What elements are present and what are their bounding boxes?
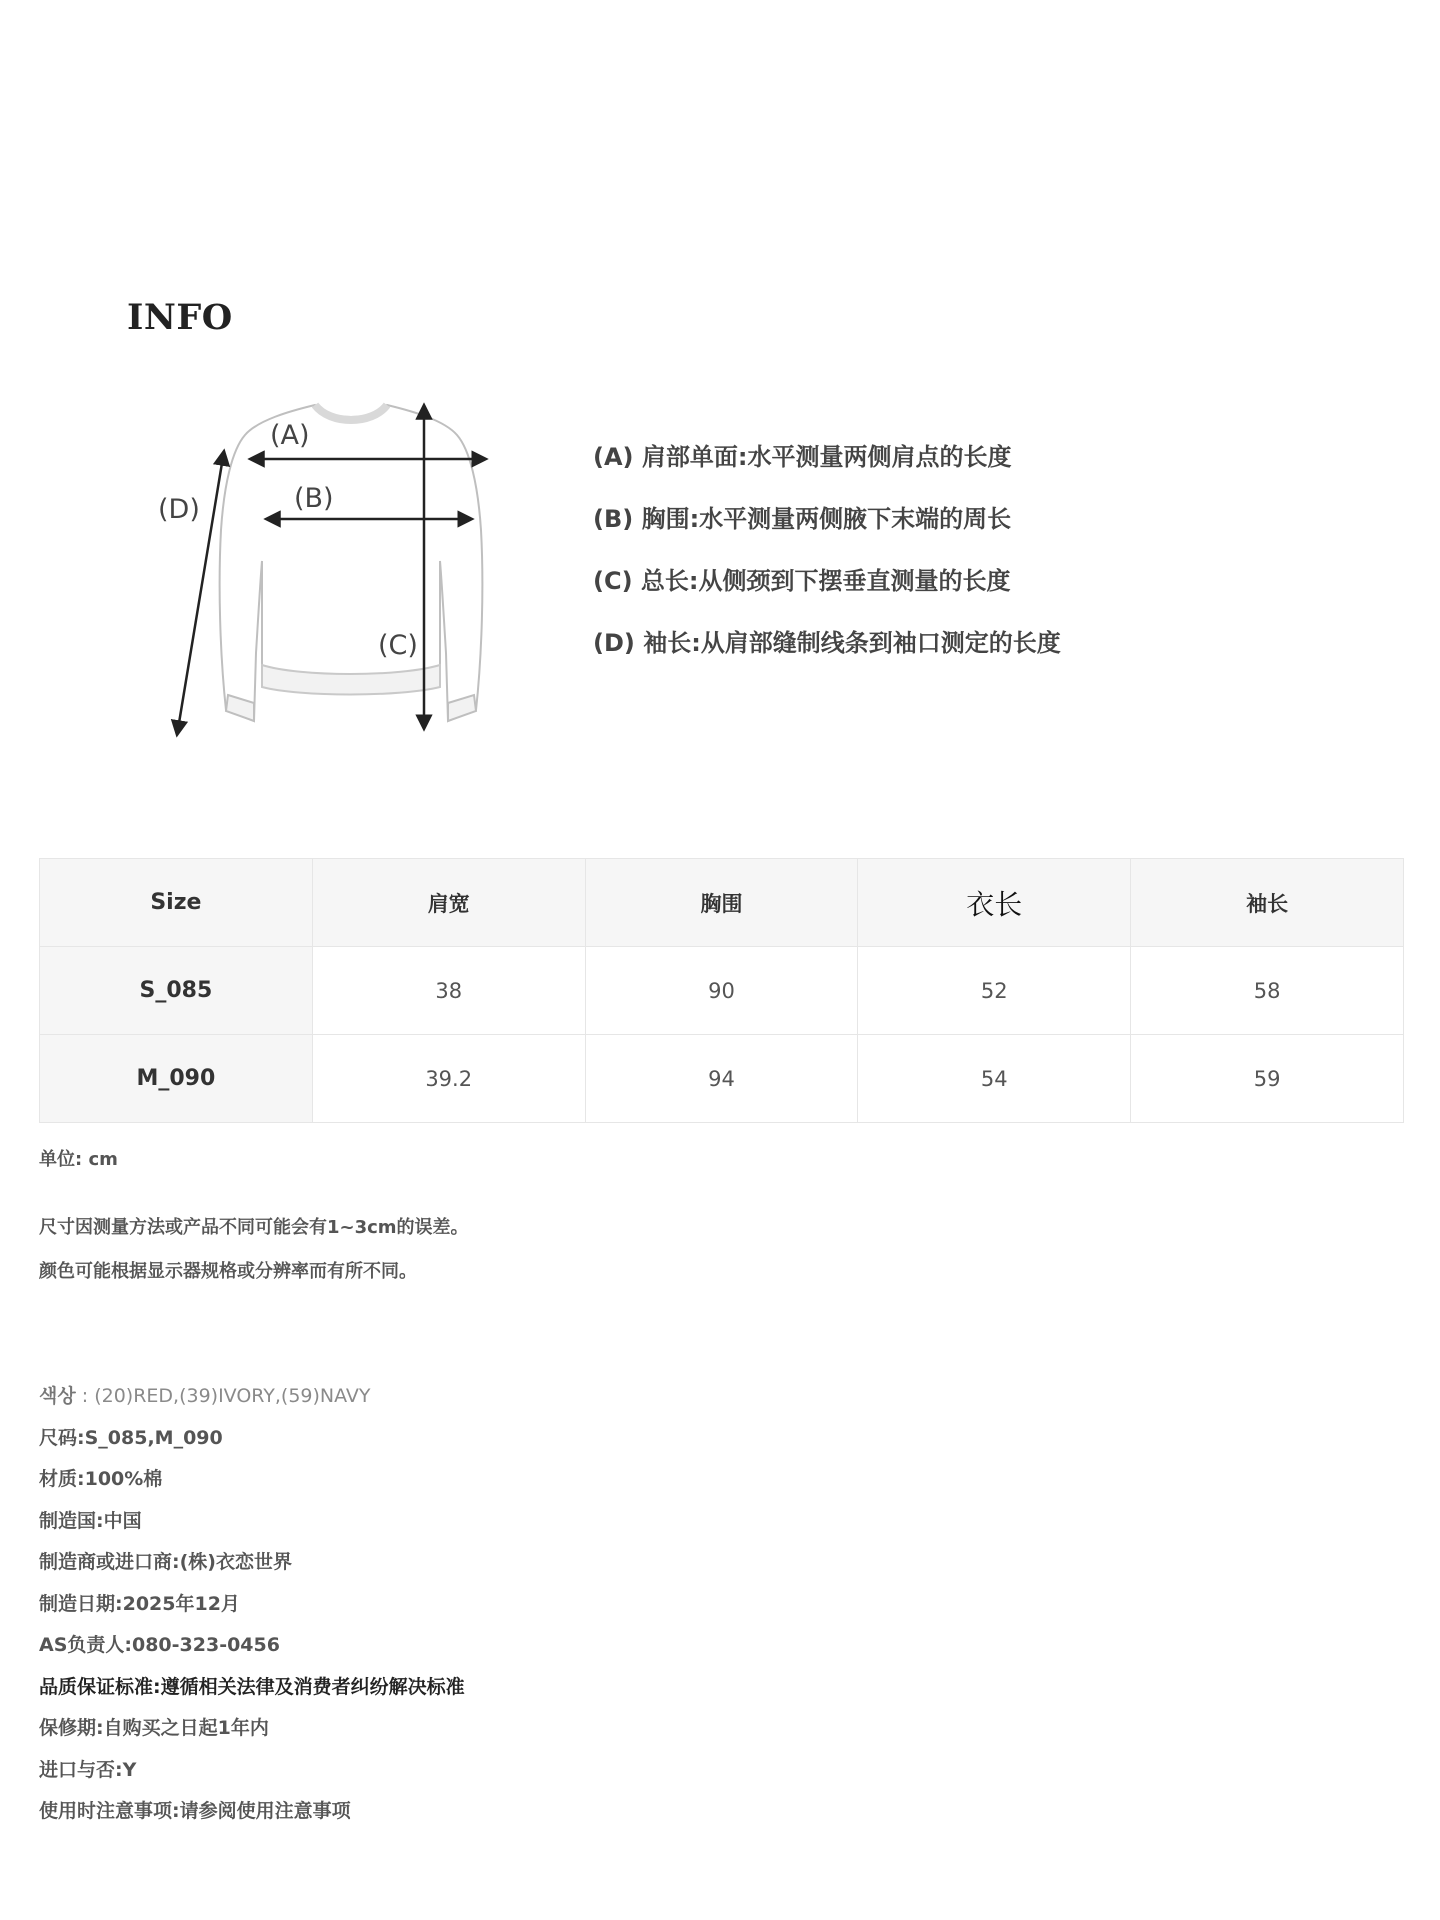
spec-color-label: 색상 xyxy=(39,1385,76,1407)
cell-shoulder: 38 xyxy=(312,947,585,1035)
table-header-row xyxy=(40,859,1404,947)
label-b: (B) xyxy=(294,483,334,514)
label-a: (A) xyxy=(270,420,310,451)
unit-note: 单位: cm xyxy=(39,1149,118,1170)
color-difference-note: 颜色可能根据显示器规格或分辨率而有所不同。 xyxy=(39,1261,417,1282)
spec-usage-notes: 使用时注意事项:请参阅使用注意事项 xyxy=(39,1800,351,1822)
product-specs xyxy=(39,1382,839,1839)
measurement-error-note: 尺寸因测量方法或产品不同可能会有1~3cm的误差。 xyxy=(39,1217,469,1238)
header-size: Size xyxy=(40,859,313,947)
cell-size: M_090 xyxy=(40,1035,313,1123)
sweater-measurement-diagram xyxy=(150,395,530,745)
cell-sleeve: 58 xyxy=(1131,947,1404,1035)
legend-item-d: (D) 袖长:从肩部缝制线条到袖口测定的长度 xyxy=(593,629,1061,657)
cell-length: 52 xyxy=(858,947,1131,1035)
legend-item-b: (B) 胸围:水平测量两侧腋下末端的周长 xyxy=(593,505,1012,533)
legend-item-c: (C) 总长:从侧颈到下摆垂直测量的长度 xyxy=(593,567,1011,595)
cell-sleeve: 59 xyxy=(1131,1035,1404,1123)
header-shoulder: 肩宽 xyxy=(312,859,585,947)
cell-shoulder: 39.2 xyxy=(312,1035,585,1123)
sweater-outline xyxy=(220,405,483,721)
cell-length: 54 xyxy=(858,1035,1131,1123)
page-title: INFO xyxy=(127,297,233,338)
label-c: (C) xyxy=(378,630,418,661)
spec-as-contact: AS负责人:080-323-0456 xyxy=(39,1634,280,1656)
spec-manufacturer: 制造商或进口商:(株)衣恋世界 xyxy=(39,1551,292,1573)
spec-manufacture-date: 制造日期:2025年12月 xyxy=(39,1592,240,1615)
cell-chest: 94 xyxy=(585,1035,858,1123)
spec-country: 制造国:中国 xyxy=(39,1509,142,1532)
spec-material: 材质:100%棉 xyxy=(39,1468,163,1490)
spec-quality-standard: 品质保证标准:遵循相关法律及消费者纠纷解决标准 xyxy=(39,1675,465,1698)
table-row xyxy=(40,1035,1404,1123)
spec-color xyxy=(39,1382,839,1424)
cell-chest: 90 xyxy=(585,947,858,1035)
size-table xyxy=(39,858,1404,1123)
table-row xyxy=(40,947,1404,1035)
header-length: 衣长 xyxy=(858,859,1131,947)
label-d: (D) xyxy=(158,494,200,525)
header-chest: 胸围 xyxy=(585,859,858,947)
measurement-legend xyxy=(593,435,1353,683)
spec-size: 尺码:S_085,M_090 xyxy=(39,1426,223,1449)
cell-size: S_085 xyxy=(40,947,313,1035)
spec-warranty: 保修期:自购买之日起1年内 xyxy=(39,1717,269,1739)
spec-color-value: : (20)RED,(39)IVORY,(59)NAVY xyxy=(75,1385,371,1407)
header-sleeve: 袖长 xyxy=(1131,859,1404,947)
legend-item-a: (A) 肩部单面:水平测量两侧肩点的长度 xyxy=(593,443,1012,471)
spec-imported: 进口与否:Y xyxy=(39,1758,137,1781)
